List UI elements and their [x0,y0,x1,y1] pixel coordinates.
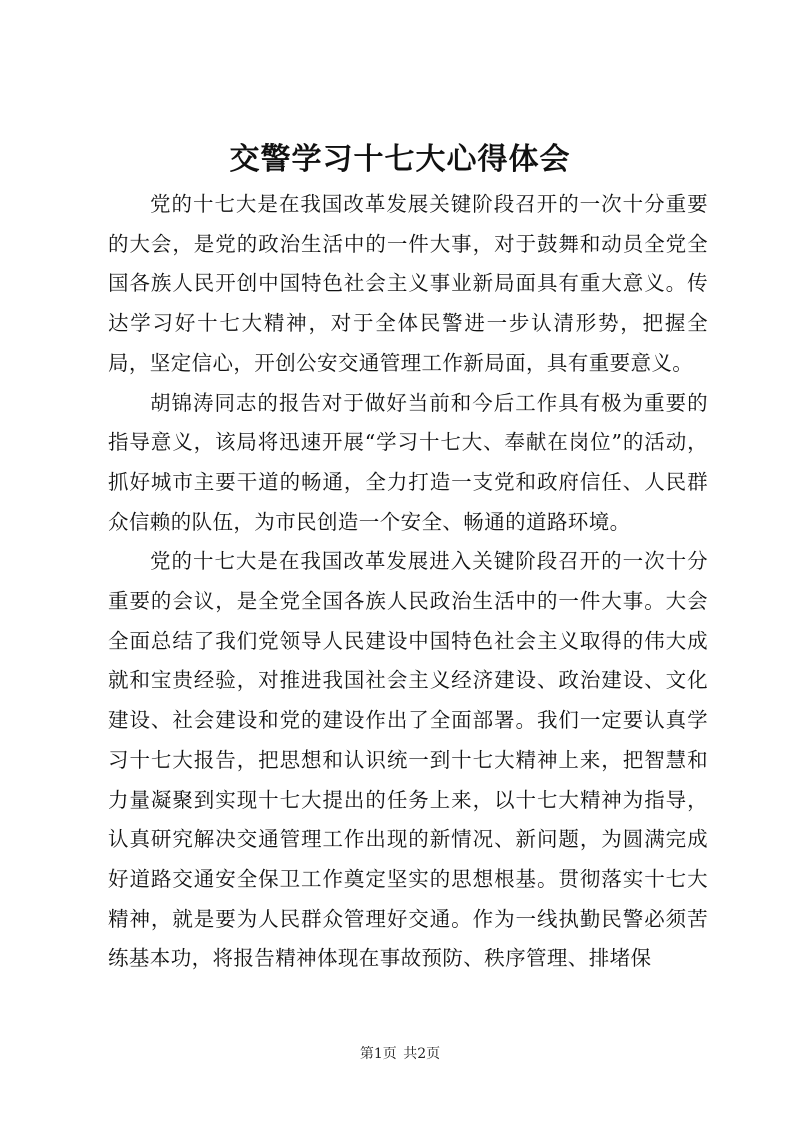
page-number: 第1页 [359,1046,397,1062]
paragraph-3: 党的十七大是在我国改革发展进入关键阶段召开的一次十分重要的会议，是全党全国各族人民政治生活中的一件大事。大会全面总结了我们党领导人民建设中国特色社会主义取得的伟大成就和宝贵经验，对推进我国社会主义经济建设、政治建设、文化建设、社会建设和党的建设作出了全面部署。我们一定要认真学习十七大报告，把思想和认识统一到十七大精神上来，把智慧和力量凝聚到实现十七大提出的任务上来，以十七大精神为指导，认真研究解决交通管理工作出现的新情况、新问题，为圆满完成好道路交通安全保卫工作奠定坚实的思想根基。贯彻落实十七大精神，就是要为人民群众管理好交通。作为一线执勤民警必须苦练基本功，将报告精神体现在事故预防、秩序管理、排堵保 [108,549,708,971]
page-total: 共2页 [403,1046,441,1062]
document-body [108,185,708,979]
paragraph-2: 胡锦涛同志的报告对于做好当前和今后工作具有极为重要的指导意义，该局将迅速开展“学习十七大、奉献在岗位”的活动，抓好城市主要干道的畅通，全力打造一支党和政府信任、人民群众信赖的队伍，为市民创造一个安全、畅通的道路环境。 [108,390,708,534]
page-footer [0,1044,800,1064]
paragraph-1: 党的十七大是在我国改革发展关键阶段召开的一次十分重要的大会，是党的政治生活中的一件大事，对于鼓舞和动员全党全国各族人民开创中国特色社会主义事业新局面具有重大意义。传达学习好十七大精神，对于全体民警进一步认清形势，把握全局，坚定信心，开创公安交通管理工作新局面，具有重要意义。 [108,192,708,375]
document-title: 交警学习十七大心得体会 [229,142,571,177]
